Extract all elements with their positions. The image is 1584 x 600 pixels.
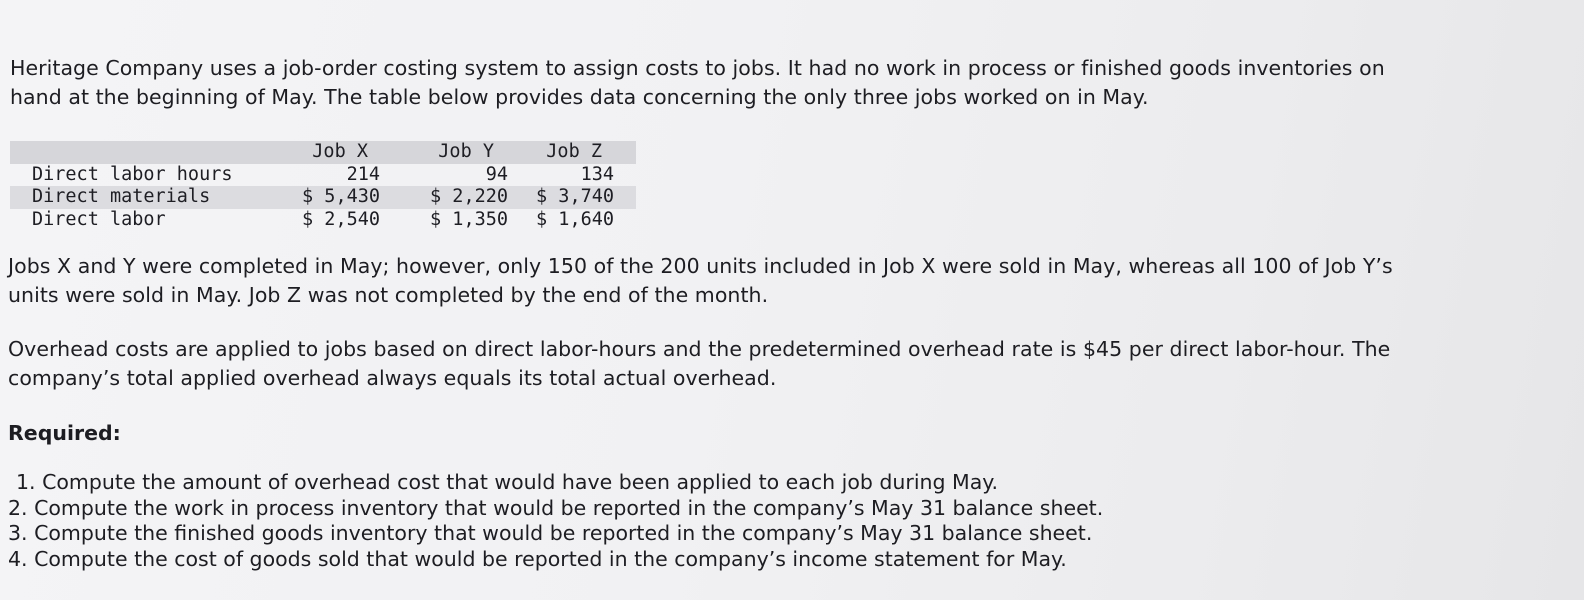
- requirement-item: 1. Compute the amount of overhead cost that would have been applied to each job during May.: [16, 470, 999, 494]
- cell-job-x: $ 5,430: [302, 186, 380, 207]
- header-job-y: Job Y: [438, 141, 494, 162]
- cell-job-y: $ 1,350: [430, 208, 508, 230]
- requirements-list: [8, 470, 1103, 572]
- intro-paragraph: Heritage Company uses a job-order costing system to assign costs to jobs. It had no work in process or finished goods inventories on hand at the beginning of May. The table below provides data concerning the only three jobs worked on in May.: [10, 56, 1385, 109]
- table-header-row: [10, 141, 636, 164]
- cell-job-z: $ 1,640: [536, 208, 614, 230]
- header-job-z: Job Z: [546, 141, 602, 162]
- cell-job-y: 94: [485, 163, 508, 185]
- job-data-table: [10, 141, 636, 231]
- table-row: [10, 164, 636, 187]
- row-label: Direct labor hours: [32, 163, 233, 185]
- overhead-paragraph: Overhead costs are applied to jobs based on direct labor-hours and the predetermined overhead rate is $45 per direct labor-hour. The company’s total applied overhead always equals its total actual overhead.: [8, 337, 1391, 390]
- cell-job-z: $ 3,740: [536, 186, 614, 207]
- table-row: [10, 209, 636, 232]
- requirement-item: 4. Compute the cost of goods sold that would be reported in the company’s income statement for May.: [8, 546, 1067, 571]
- row-label: Direct labor: [32, 208, 166, 230]
- row-label: Direct materials: [32, 186, 211, 207]
- completion-paragraph: Jobs X and Y were completed in May; however, only 150 of the 200 units included in Job X were sold in May, whereas all 100 of Job Y’s units were sold in May. Job Z was not completed by the end of the month.: [8, 254, 1393, 307]
- required-heading: Required:: [8, 421, 121, 445]
- requirement-item: 2. Compute the work in process inventory that would be reported in the company’s May 31 balance sheet.: [8, 495, 1104, 520]
- cell-job-x: 214: [346, 163, 380, 185]
- header-blank: [10, 141, 266, 164]
- requirement-item: 3. Compute the finished goods inventory that would be reported in the company’s May 31 balance sheet.: [8, 521, 1093, 545]
- cell-job-z: 134: [580, 163, 614, 185]
- header-job-x: Job X: [312, 141, 368, 162]
- cell-job-y: $ 2,220: [430, 186, 508, 207]
- cell-job-x: $ 2,540: [302, 208, 380, 230]
- table-row: [10, 186, 636, 209]
